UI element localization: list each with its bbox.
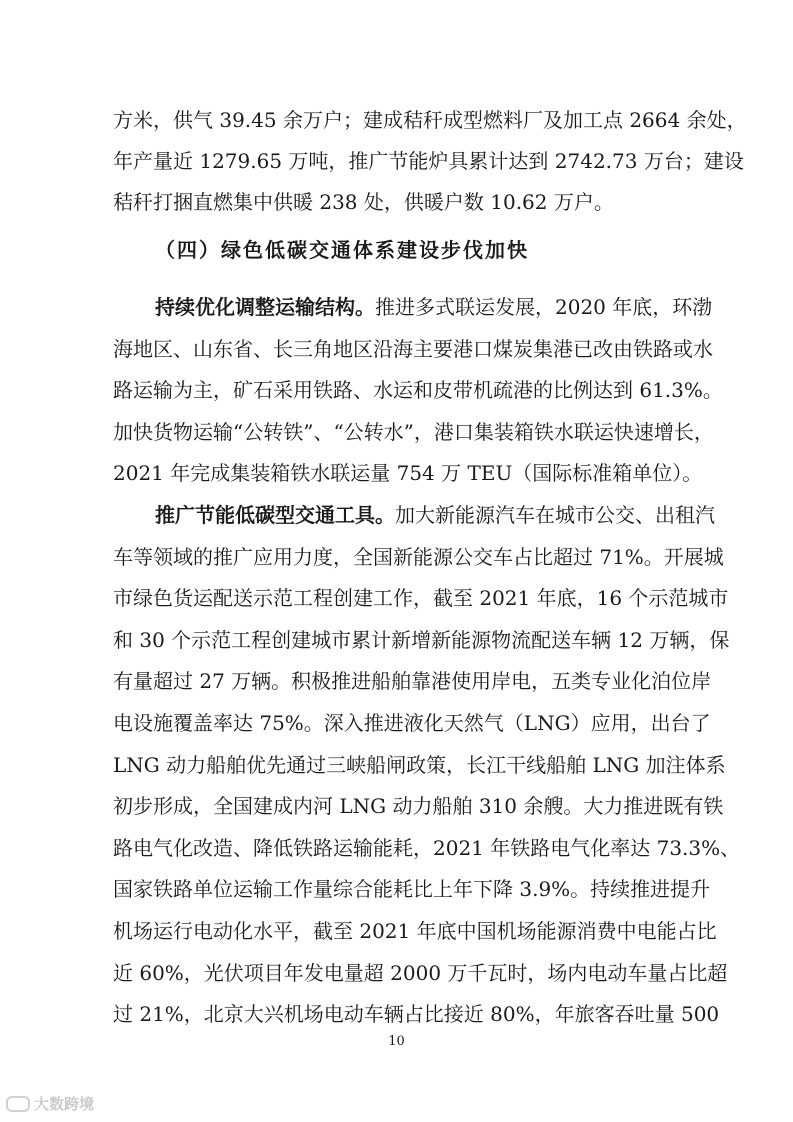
- text-line: 电设施覆盖率达 75%。深入推进液化天然气（LNG）应用，出台了: [113, 711, 711, 735]
- text-line: 路电气化改造、降低铁路运输能耗，2021 年铁路电气化率达 73.3%、: [113, 835, 741, 860]
- text-segment: 加大新能源汽车在城市公交、出租汽: [395, 503, 715, 527]
- text-line: LNG 动力船舶优先通过三峡船闸政策，长江干线船舶 LNG 加注体系: [113, 752, 726, 777]
- watermark-text: 大数跨境: [34, 1095, 95, 1113]
- text-line: 机场运行电动化水平，截至 2021 年底中国机场能源消费中电能占比: [113, 919, 717, 943]
- text-line: 路运输为主，矿石采用铁路、水运和皮带机疏港的比例达到 61.3%。: [113, 378, 723, 403]
- text-line: 国家铁路单位运输工作量综合能耗比上年下降 3.9%。持续推进提升: [113, 877, 711, 902]
- text-line: 市绿色货运配送示范工程创建工作，截至 2021 年底，16 个示范城市: [113, 586, 729, 611]
- text-line: 车等领域的推广应用力度，全国新能源公交车占比超过 71%。开展城: [113, 544, 724, 569]
- text-line: 近 60%，光伏项目年发电量超 2000 万千瓦时，场内电动车量占比超: [113, 960, 728, 985]
- text-line: 加快货物运输“公转铁”、“公转水”，港口集装箱铁水联运快速增长，: [113, 419, 714, 444]
- text-segment: 推进多式联运发展，2020 年底，环渤: [375, 295, 713, 319]
- text-line: 秸秆打捆直燃集中供暖 238 处，供暖户数 10.62 万户。: [113, 190, 614, 214]
- paragraph-first-line: [155, 500, 715, 530]
- text-line: 海地区、山东省、长三角地区沿海主要港口煤炭集港已改由铁路或水: [113, 336, 713, 361]
- watermark-logo-icon: [6, 1096, 30, 1112]
- text-line: 年产量近 1279.65 万吨，推广节能炉具累计达到 2742.73 万台；建设: [113, 149, 744, 173]
- watermark: [6, 1093, 94, 1114]
- paragraph-first-line: [155, 292, 713, 322]
- page-number: 10: [388, 1034, 405, 1049]
- text-line: 和 30 个示范工程创建城市累计新增新能源物流配送车辆 12 万辆，保: [113, 627, 730, 652]
- text-line: 初步形成，全国建成内河 LNG 动力船舶 310 余艘。大力推进既有铁: [113, 794, 724, 819]
- text-line: 过 21%，北京大兴机场电动车辆占比接近 80%，年旅客吞吐量 500: [113, 1002, 720, 1027]
- text-line: 有量超过 27 万辆。积极推进船舶靠港使用岸电，五类专业化泊位岸: [113, 669, 712, 694]
- paragraph-lead: 持续优化调整运输结构。: [155, 295, 375, 319]
- paragraph-lead: 推广节能低碳型交通工具。: [155, 503, 395, 527]
- text-line: 2021 年完成集装箱铁水联运量 754 万 TEU（国际标准箱单位）。: [113, 461, 703, 486]
- section-heading: （四）绿色低碳交通体系建设步伐加快: [155, 238, 529, 262]
- text-line: 方米，供气 39.45 余万户；建成秸秆成型燃料厂及加工点 2664 余处，: [113, 108, 747, 132]
